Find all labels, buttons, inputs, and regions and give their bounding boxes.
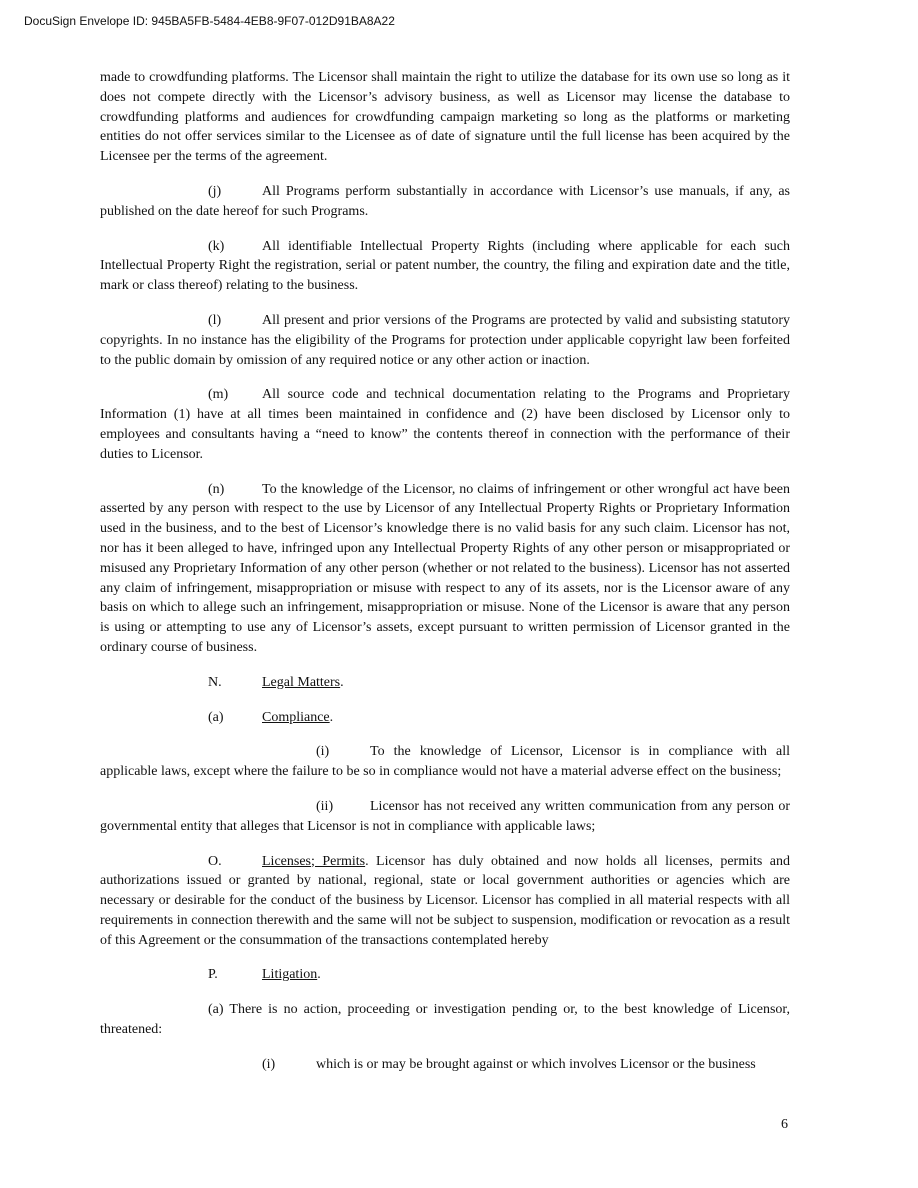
heading-suffix-litigation: . [317, 967, 321, 983]
text-licenses-permits: . Licensor has duly obtained and now holds all licenses, permits and authorizations issued or granted by national, regional, state or local government authorities or agencies which are necessary or desirable for the conduct of the business by Licensor. Licensor has complied in all material respects with all requirements in connection therewith and the same will not be subject to suspension, modification or revocation as a result of this Agreement or the consummation of the transactions contemplated hereby [100, 853, 790, 948]
section-heading-legal-matters [100, 673, 790, 693]
heading-title-legal-matters: Legal Matters [262, 674, 341, 690]
text-k: All identifiable Intellectual Property Rights (including where applicable for each such Intellectual Property Right the registration, serial or patent number, the country, the filing and expiration date and the title, mark or class thereof) relating to the business. [100, 238, 790, 294]
heading-suffix-legal-matters: . [340, 674, 344, 690]
text-litigation-i: which is or may be brought against or which involves Licensor or the business [316, 1056, 756, 1072]
paragraph-litigation-i [262, 1055, 790, 1075]
paragraph-k [100, 237, 790, 296]
text-litigation-a: (a) There is no action, proceeding or investigation pending or, to the best knowledge of Licensor, threatened: [100, 1002, 790, 1038]
document-body [100, 68, 790, 1089]
paragraph-compliance-ii [100, 797, 790, 837]
marker-k: (k) [208, 238, 225, 254]
paragraph-continuation: made to crowdfunding platforms. The Licensor shall maintain the right to utilize the database for its own use so long as it does not compete directly with the Licensor’s advisory business, as well as Licensor may license the database to crowdfunding platforms and audiences for crowdfunding campaign marketing so long as the platforms or marketing entities do not offer services similar to the Licensee as of date of signature until the full license has been acquired by the Licensee per the terms of the agreement. [100, 70, 790, 165]
page-number: 6 [781, 1117, 788, 1132]
marker-N: N. [208, 674, 222, 690]
paragraph-j [100, 182, 790, 222]
text-m: All source code and technical documentation relating to the Programs and Proprietary Information (1) have at all times been maintained in confidence and (2) have been disclosed by Licensor only to employees and consultants having a “need to know” the contents thereof in connection with the performance of their duties to Licensor. [100, 387, 790, 462]
paragraph-l [100, 311, 790, 370]
heading-title-licenses-permits: Licenses; Permits [262, 853, 366, 869]
marker-l: (l) [208, 312, 222, 328]
paragraph-licenses-permits [100, 852, 790, 951]
marker-P: P. [208, 967, 218, 983]
section-heading-litigation [100, 965, 790, 985]
paragraph-n [100, 480, 790, 658]
heading-suffix-compliance: . [329, 709, 334, 725]
text-n: To the knowledge of the Licensor, no claims of infringement or other wrongful act have been asserted by any person with respect to the use by Licensor of any Intellectual Property Rights or Proprietary Information used in the business, and to the best of Licensor’s knowledge there is no valid basis for any such claim. Licensor has not, nor has it been alleged to have, infringed upon any Intellectual Property Rights of any other person or misappropriated or misused any Proprietary Information of any other person (whether or not related to the business). Licensor has not asserted any claim of infringement, misappropriation or misuse with respect to any of its assets, nor is the Licensor aware of any basis on which to allege such an infringement, misappropriation or misuse. None of the Licensor is aware that any person is using or attempting to use any of Licensor’s assets, except pursuant to written permission of Licensor granted in the ordinary course of business. [100, 481, 790, 655]
marker-a-compliance: (a) [208, 709, 224, 725]
text-l: All present and prior versions of the Programs are protected by valid and subsisting statutory copyrights. In no instance has the eligibility of the Programs for protection under applicable copyright law been forfeited to the public domain by omission of any required notice or any other action or inaction. [100, 312, 790, 368]
marker-n: (n) [208, 481, 225, 497]
heading-title-litigation: Litigation [262, 967, 318, 983]
text-compliance-i: To the knowledge of Licensor, Licensor is in compliance with all applicable laws, except where the failure to be so in compliance would not have a material adverse effect on the business; [100, 744, 790, 780]
marker-litigation-i: (i) [262, 1056, 276, 1072]
marker-O: O. [208, 853, 222, 869]
marker-j: (j) [208, 183, 222, 199]
docusign-envelope-id: DocuSign Envelope ID: 945BA5FB-5484-4EB8-9F07-012D91BA8A22 [24, 14, 395, 28]
text-j: All Programs perform substantially in accordance with Licensor’s use manuals, if any, as published on the date hereof for such Programs. [100, 183, 790, 219]
subheading-compliance [100, 708, 790, 728]
paragraph-m [100, 385, 790, 464]
paragraph-litigation-a [100, 1000, 790, 1040]
text-compliance-ii: Licensor has not received any written communication from any person or governmental entity that alleges that Licensor is not in compliance with applicable laws; [100, 798, 790, 834]
heading-title-compliance: Compliance [262, 709, 330, 725]
marker-compliance-ii: (ii) [316, 798, 334, 814]
marker-compliance-i: (i) [316, 744, 330, 760]
paragraph-compliance-i [100, 742, 790, 782]
marker-m: (m) [208, 387, 229, 403]
